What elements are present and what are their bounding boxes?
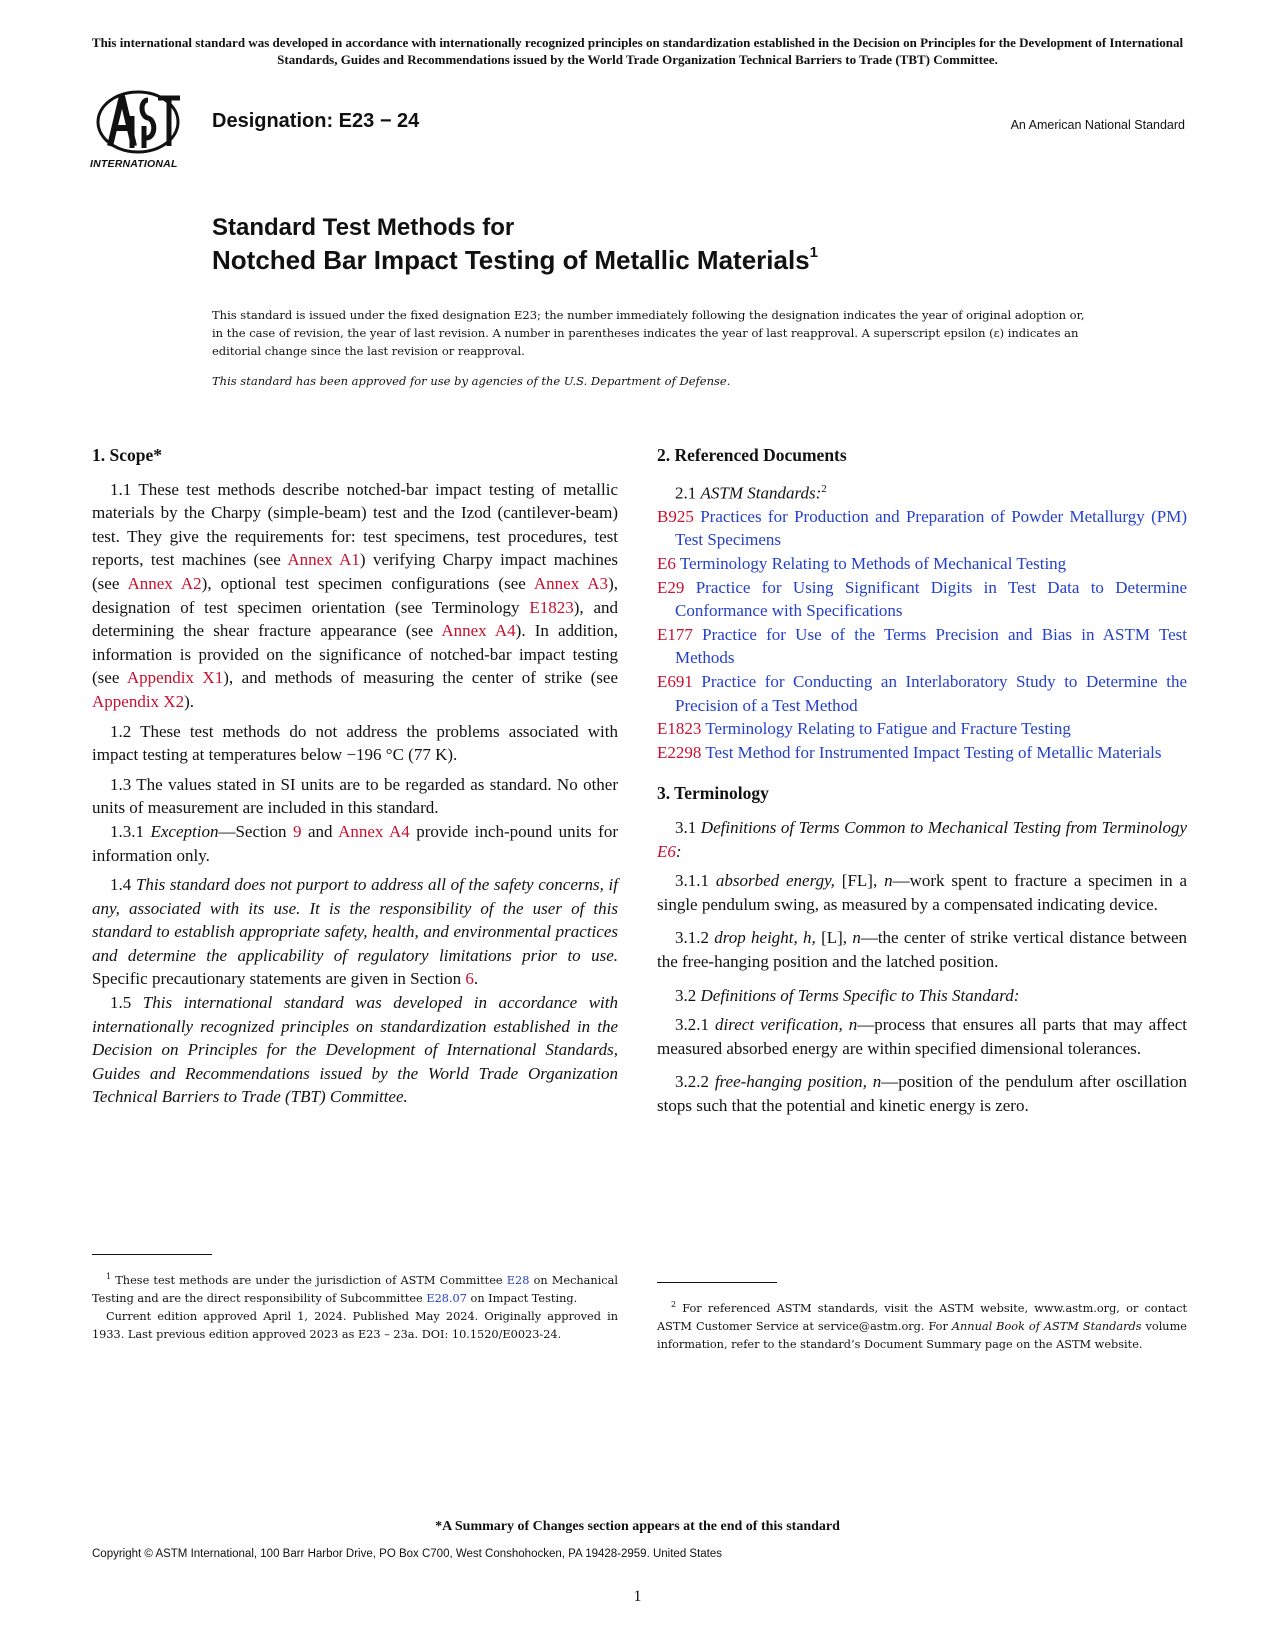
text: —Section: [218, 821, 293, 841]
reference-title[interactable]: Terminology Relating to Fatigue and Fracture Testing: [701, 719, 1071, 739]
title-line-1: Standard Test Methods for: [212, 214, 515, 241]
text: and: [301, 821, 339, 841]
footnote-2-text: [657, 1296, 1187, 1354]
link-section-6[interactable]: 6: [465, 969, 474, 989]
title-line-2: [212, 245, 818, 276]
reference-item[interactable]: [657, 717, 1187, 741]
link-annex-a1[interactable]: Annex A1: [287, 550, 360, 570]
text: Annual Book of ASTM Standards: [951, 1319, 1142, 1333]
reference-title[interactable]: Terminology Relating to Methods of Mechanical Testing: [675, 554, 1067, 574]
reference-code[interactable]: E29: [657, 577, 685, 597]
text: ), and determining the shear fracture appearance (see: [92, 597, 618, 641]
text: 1.3.1: [110, 821, 151, 841]
paragraph-3-1-2: [657, 926, 1187, 973]
footnote-1-text: [92, 1268, 618, 1308]
reference-code[interactable]: E6: [657, 554, 676, 574]
link-e28[interactable]: E28: [506, 1273, 530, 1287]
text: 1.4: [110, 875, 136, 895]
copyright: Copyright © ASTM International, 100 Barr Harbor Drive, PO Box C700, West Conshohocken, PA 19428-2959. United States: [92, 1548, 723, 1560]
link-e1823[interactable]: E1823: [529, 597, 574, 617]
text: For referenced ASTM standards, visit the ASTM website, www.astm.org, or contact ASTM Customer Service at service@astm.org. For: [657, 1301, 1187, 1333]
text: —the center of strike vertical distance between the free-hanging position and the latched position.: [657, 928, 1187, 971]
text: ).: [184, 691, 194, 711]
footnote-1: [92, 1268, 618, 1344]
logo-international-text: INTERNATIONAL: [90, 158, 178, 170]
reference-item[interactable]: [657, 670, 1187, 717]
right-column: [657, 444, 1187, 1124]
text: 3.1: [675, 817, 701, 837]
text: —work spent to fracture a specimen in a single pendulum swing, as measured by a compensated indicating device.: [657, 871, 1187, 914]
footnote-2: [657, 1296, 1187, 1354]
left-column: [92, 444, 618, 1115]
issuance-statement: This standard is issued under the fixed designation E23; the number immediately following the designation indicates the year of original adoption or, in the case of revision, the year of last revision. A number in parentheses indicates the year of last reapproval. A superscript epsilon (ε) indicates an editorial change since the last revision or reapproval.: [212, 308, 1085, 358]
text: Exception: [150, 821, 219, 841]
reference-list: [657, 505, 1187, 765]
text: on Mechanical Testing and are the direct responsibility of Subcommittee: [92, 1273, 618, 1305]
text: —position of the pendulum after oscillation stops such that the potential and kinetic energy is zero.: [657, 1072, 1187, 1115]
reference-title[interactable]: Test Method for Instrumented Impact Testing of Metallic Materials: [701, 742, 1162, 762]
link-annex-a3[interactable]: Annex A3: [533, 573, 609, 593]
text: ). In addition, information is provided on the significance of notched-bar impact testing (see: [92, 621, 618, 688]
text: ) verifying Charpy impact machines (see: [92, 550, 618, 593]
reference-item[interactable]: [657, 623, 1187, 670]
text: ), and methods of measuring the center of strike (see: [223, 668, 618, 688]
footnote-rule-left: [92, 1254, 212, 1255]
text: free-hanging position, n: [714, 1072, 882, 1092]
astm-logo: [88, 86, 192, 176]
text: Specific precautionary statements are given in Section: [92, 969, 466, 989]
footnote-1-current-edition: Current edition approved April 1, 2024. Published May 2024. Originally approved in 1933. Last previous edition approved 2023 as E23 – 23a. DOI: 10.1520/E0023-24.: [92, 1309, 618, 1341]
paragraph-1-3-1: [92, 820, 618, 867]
paragraph-3-1-1: [657, 869, 1187, 916]
text: ASTM Standards:: [700, 483, 822, 503]
text: drop height, h,: [714, 928, 816, 948]
link-section-9[interactable]: 9: [292, 821, 302, 841]
section-1-heading: 1. Scope*: [92, 445, 162, 465]
text: ), optional test specimen configurations (see: [201, 573, 534, 593]
header-notice: This international standard was developed in accordance with internationally recognized principles on standardization established in the Decision on Principles for the Development of International Standards, Guides and Recommendations issued by the World Trade Organization Technical Barriers to Trade (TBT) Committee.: [91, 35, 1184, 67]
paragraph-2-1: [657, 478, 1187, 505]
text: volume information, refer to the standard’s Document Summary page on the ASTM website.: [657, 1319, 1187, 1351]
text: 3.2.2: [675, 1072, 715, 1092]
reference-item[interactable]: [657, 741, 1187, 765]
reference-item[interactable]: [657, 576, 1187, 623]
dod-approval-statement: This standard has been approved for use by agencies of the U.S. Department of Defense.: [212, 374, 731, 388]
reference-item[interactable]: [657, 505, 1187, 552]
text: n: [884, 871, 893, 891]
section-3-heading: 3. Terminology: [657, 783, 769, 804]
text: —process that ensures all parts that may affect measured absorbed energy are within specified dimensional tolerances.: [657, 1015, 1188, 1058]
text: n: [852, 928, 861, 948]
link-e6[interactable]: E6: [657, 841, 676, 861]
text: 3.1.2: [675, 928, 715, 948]
text: [L],: [815, 928, 853, 948]
american-national-standard: An American National Standard: [1010, 118, 1185, 132]
text: 2.1: [675, 483, 701, 503]
text: These test methods are under the jurisdiction of ASTM Committee: [111, 1273, 507, 1287]
text: ), designation of test specimen orientation (see Terminology: [92, 573, 618, 617]
reference-code[interactable]: B925: [657, 506, 694, 526]
reference-code[interactable]: E1823: [657, 719, 702, 739]
text: 1.1 These test methods describe notched-bar impact testing of metallic materials by the Charpy (simple-beam) test and the Izod (cantilever-beam) test. They give the requirements for: test specimens, test procedures, test reports, test machines (see: [92, 479, 618, 570]
designation: Designation: E23 − 24: [212, 110, 420, 132]
reference-code[interactable]: E2298: [657, 742, 702, 762]
text: 3.2: [675, 985, 701, 1005]
page-number: 1: [633, 1588, 642, 1605]
text: .: [473, 969, 479, 989]
paragraph-3-2: [657, 984, 1187, 1008]
reference-item[interactable]: [657, 552, 1187, 576]
reference-title[interactable]: Practice for Using Significant Digits in Test Data to Determine Conformance with Specifications: [675, 577, 1187, 621]
text: on Impact Testing.: [466, 1291, 578, 1305]
text: 1.5: [110, 993, 143, 1013]
link-appendix-x1[interactable]: Appendix X1: [126, 668, 224, 688]
text: This international standard was developed in accordance with internationally recognized principles on standardization established in the Decision on Principles for the Development of International Standards, Guides and Recommendations issued by the World Trade Organization Technical Barriers to Trade (TBT) Committee.: [92, 993, 618, 1107]
reference-title[interactable]: Practice for Use of the Terms Precision and Bias in ASTM Test Methods: [675, 624, 1187, 668]
reference-code[interactable]: E177: [657, 624, 693, 644]
link-annex-a4[interactable]: Annex A4: [441, 621, 516, 641]
link-annex-a4[interactable]: Annex A4: [338, 821, 410, 841]
paragraph-1-4: [92, 873, 618, 991]
text: absorbed energy,: [715, 871, 835, 891]
section-2-heading: 2. Referenced Documents: [657, 445, 847, 465]
paragraph-1-2: 1.2 These test methods do not address the problems associated with impact testing at temperatures below −196 °C (77 K).: [92, 721, 618, 765]
footnote-rule-right: [657, 1282, 777, 1283]
title-footnote-marker[interactable]: 1: [809, 244, 818, 262]
link-appendix-x2[interactable]: Appendix X2: [92, 691, 185, 711]
link-e28-07[interactable]: E28.07: [426, 1291, 467, 1305]
title-line-2-text: Notched Bar Impact Testing of Metallic Materials: [212, 245, 810, 275]
summary-of-changes-note: *A Summary of Changes section appears at the end of this standard: [435, 1519, 840, 1534]
text: This standard does not purport to address all of the safety concerns, if any, associated with its use. It is the responsibility of the user of this standard to establish appropriate safety, health, and environmental practices and determine the applicability of regulatory limitations prior to use.: [92, 875, 618, 965]
text: [FL],: [834, 871, 885, 891]
text: Definitions of Terms Specific to This Standard:: [700, 985, 1020, 1005]
paragraph-3-2-1: [657, 1013, 1187, 1060]
reference-title[interactable]: Practice for Conducting an Interlaboratory Study to Determine the Precision of a Test Method: [675, 672, 1187, 715]
paragraph-1-1: [92, 478, 618, 714]
text: :: [675, 841, 682, 861]
paragraph-1-5: [92, 991, 618, 1109]
paragraph-1-3: 1.3 The values stated in SI units are to be regarded as standard. No other units of measurement are included in this standard.: [92, 774, 618, 818]
paragraph-3-2-2: [657, 1070, 1187, 1117]
footnote-marker: 1: [106, 1272, 112, 1281]
footnote-marker[interactable]: 2: [821, 482, 827, 495]
text: provide inch-pound units for information only.: [92, 821, 618, 865]
text: 3.1.1: [675, 871, 716, 891]
text: 3.2.1: [675, 1015, 716, 1035]
text: direct verification, n: [715, 1015, 858, 1035]
reference-code[interactable]: E691: [657, 672, 693, 691]
text: Definitions of Terms Common to Mechanical Testing from Terminology: [700, 817, 1187, 837]
footnote-marker: 2: [671, 1300, 677, 1309]
reference-title[interactable]: Practices for Production and Preparation of Powder Metallurgy (PM) Test Specimens: [675, 506, 1187, 550]
paragraph-3-1: [657, 816, 1187, 863]
link-annex-a2[interactable]: Annex A2: [127, 573, 202, 593]
